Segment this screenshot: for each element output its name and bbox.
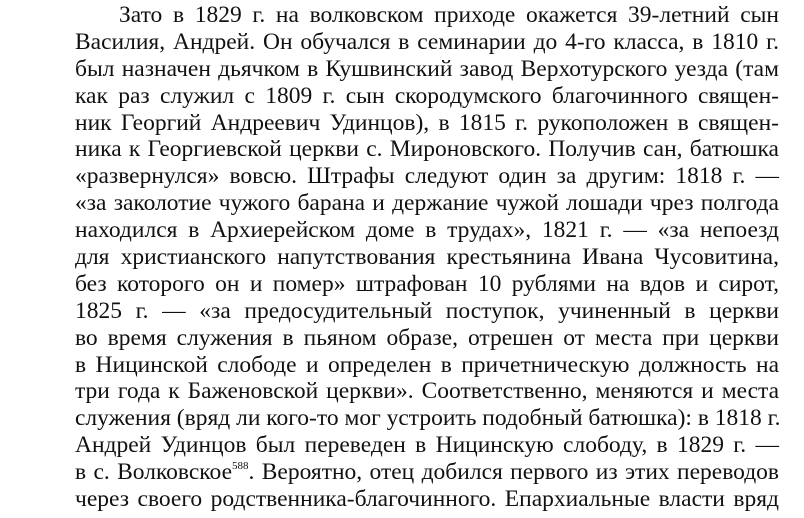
document-page <box>75 2 779 513</box>
text-line-14: в Ницинской слободе и определен в причетническую должность на <box>75 351 779 378</box>
text-line-17: Андрей Удинцов был переведен в Ницинскую слободу, в 1829 г. — <box>75 432 779 459</box>
text-line-3: был назначен дьячком в Кушвинский завод Верхотурского уезда (там <box>75 55 779 82</box>
text-line-2: Василия, Андрей. Он обучался в семинарии до 4-го класса, в 1810 г. <box>75 28 779 55</box>
text-line-6: ника к Георгиевской церкви с. Мироновского. Получив сан, батюшка <box>75 136 779 163</box>
text-line-19: через своего родственника-благочинного. Епархиальные власти вряд <box>75 486 779 513</box>
text-line-4: как раз служил с 1809 г. сын скородумского благочинного священ- <box>75 82 779 109</box>
text-line-5: ник Георгий Андреевич Удинцов), в 1815 г. рукоположен в священ- <box>75 109 779 136</box>
text-line-18-start: в с. Волковское <box>75 459 233 486</box>
text-line-18-end: . Вероятно, отец добился первого из этих переводов <box>248 459 780 486</box>
text-line-16: служения (вряд ли кого-то мог устроить подобный батюшка): в 1818 г. <box>75 405 781 432</box>
text-line-10: для христианского напутствования крестьянина Ивана Чусовитина, <box>75 244 779 271</box>
text-line-11: без которого он и помер» штрафован 10 рублями на вдов и сирот, <box>75 270 779 297</box>
footnote-ref[interactable]: 588 <box>232 460 249 473</box>
text-line-8: «за заколотие чужого барана и держание чужой лошади чрез полгода <box>75 190 779 217</box>
text-line-15: три года к Баженовской церкви». Соответственно, меняются и места <box>75 378 779 405</box>
text-line-1: Зато в 1829 г. на волковском приходе окажется 39-летний сын <box>119 2 779 28</box>
text-line-12: 1825 г. — «за предосудительный поступок, учиненный в церкви <box>75 297 779 324</box>
text-line-13: во время служения в пьяном образе, отрешен от места при церкви <box>75 324 779 351</box>
text-line-7: «развернулся» вовсю. Штрафы следуют один за другим: 1818 г. — <box>75 163 779 190</box>
text-line-18 <box>75 459 779 486</box>
text-line-9: находился в Архиерейском доме в трудах», 1821 г. — «за непоезд <box>75 217 779 244</box>
